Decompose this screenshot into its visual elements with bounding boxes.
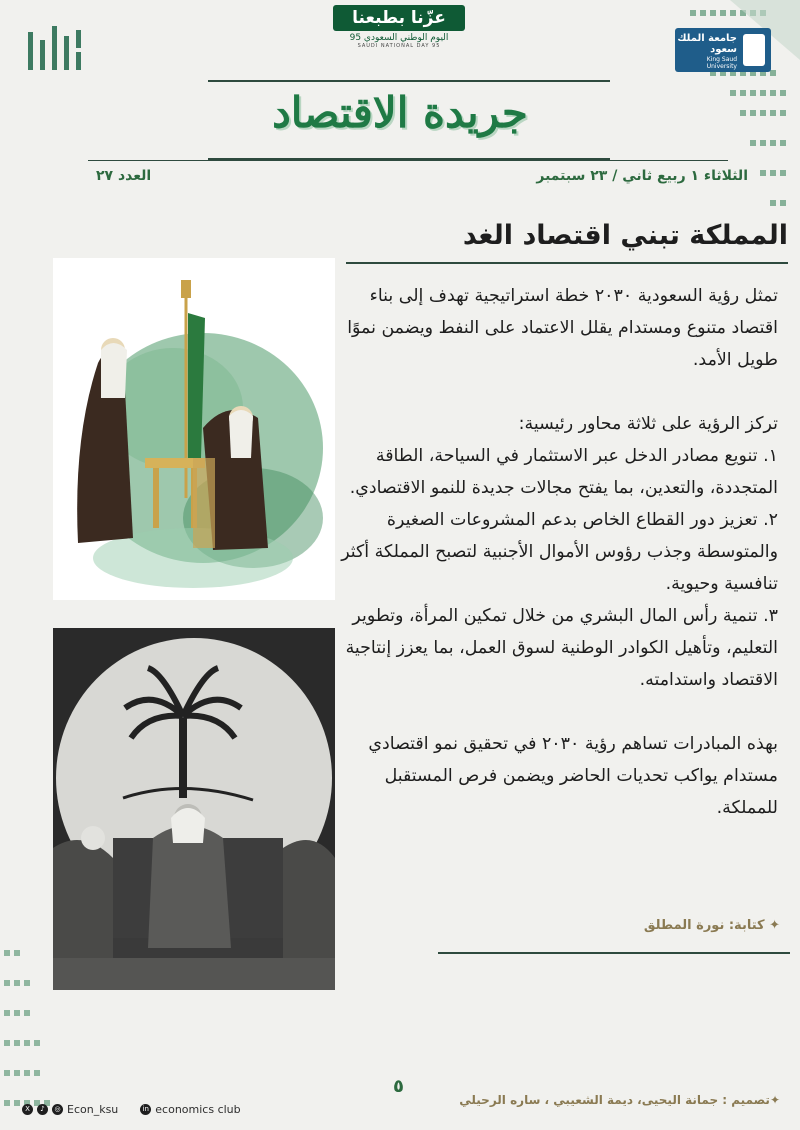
article-body	[338, 280, 778, 824]
x-icon[interactable]: X	[22, 1104, 33, 1115]
ksu-name-en: King Saud University	[706, 56, 737, 70]
national-day-badge	[333, 5, 465, 55]
economics-club-logo	[24, 22, 94, 74]
linkedin-icon[interactable]: in	[140, 1104, 151, 1115]
ksu-logo	[675, 28, 771, 72]
social-footer	[22, 1103, 241, 1116]
article-headline: المملكة تبني اقتصاد الغد	[462, 220, 788, 251]
author-rule	[438, 952, 790, 954]
club-name[interactable]: economics club	[155, 1103, 241, 1116]
article-pillar-3: ٣. تنمية رأس المال البشري من خلال تمكين المرأة، وتطوير التعليم، وتأهيل الكوادر الوطنية لسوق العمل، بما يعزز إنتاجية الاقتصاد واستدامته.	[345, 606, 778, 690]
article-pillars-intro: تركز الرؤية على ثلاثة محاور رئيسية:	[518, 414, 778, 434]
instagram-icon[interactable]: ◎	[52, 1104, 63, 1115]
page-number: ٥	[393, 1076, 404, 1097]
historical-photo	[53, 628, 335, 990]
article-pillar-1: ١. تنويع مصادر الدخل عبر الاستثمار في السياحة، الطاقة المتجددة، والتعدين، بما يفتح مجالات جديدة للنمو الاقتصادي.	[349, 446, 778, 498]
article-author: ✦ كتابة: نورة المطلق	[643, 918, 780, 933]
dateline: الثلاثاء ١ ربيع ثاني / ٢٣ سبتمبر	[536, 168, 748, 184]
badge-title: عزّنا بطبعنا	[333, 5, 465, 31]
tiktok-icon[interactable]: ♪	[37, 1104, 48, 1115]
article-paragraph-conclusion: بهذه المبادرات تساهم رؤية ٢٠٣٠ في تحقيق نمو اقتصادي مستدام يواكب تحديات الحاضر ويضمن فرص المستقبل للمملكة.	[368, 734, 778, 818]
headline-rule	[346, 262, 788, 264]
social-handle[interactable]: Econ_ksu	[67, 1103, 119, 1116]
issue-number: العدد ٢٧	[96, 168, 152, 184]
badge-subtitle-en: SAUDI NATIONAL DAY 95	[357, 43, 441, 49]
ksu-name-ar: جامعة الملك سعود	[677, 33, 737, 55]
article-pillar-2: ٢. تعزيز دور القطاع الخاص بدعم المشروعات الصغيرة والمتوسطة وجذب رؤوس الأموال الأجنبية لتصبح المملكة أكثر تنافسية وحيوية.	[341, 510, 778, 594]
masthead-top-rule	[208, 80, 610, 82]
badge-subtitle: اليوم الوطني السعودي 95	[349, 33, 449, 43]
leaders-illustration	[53, 258, 335, 600]
corner-pattern-bottom-left	[0, 930, 60, 1130]
article-paragraph-intro: تمثل رؤية السعودية ٢٠٣٠ خطة استراتيجية تهدف إلى بناء اقتصاد متنوع ومستدام يقلل الاعتماد على النفط ويضمن نموًا طويل الأمد.	[347, 286, 778, 370]
masthead-title: جريدة الاقتصاد	[272, 88, 528, 137]
ksu-seal-icon	[743, 34, 765, 66]
designers-credit: ✦تصميم : جمانة اليحيى، ديمة الشعيبي ، ساره الرحيلي	[459, 1093, 780, 1107]
dateline-rule	[88, 160, 728, 161]
